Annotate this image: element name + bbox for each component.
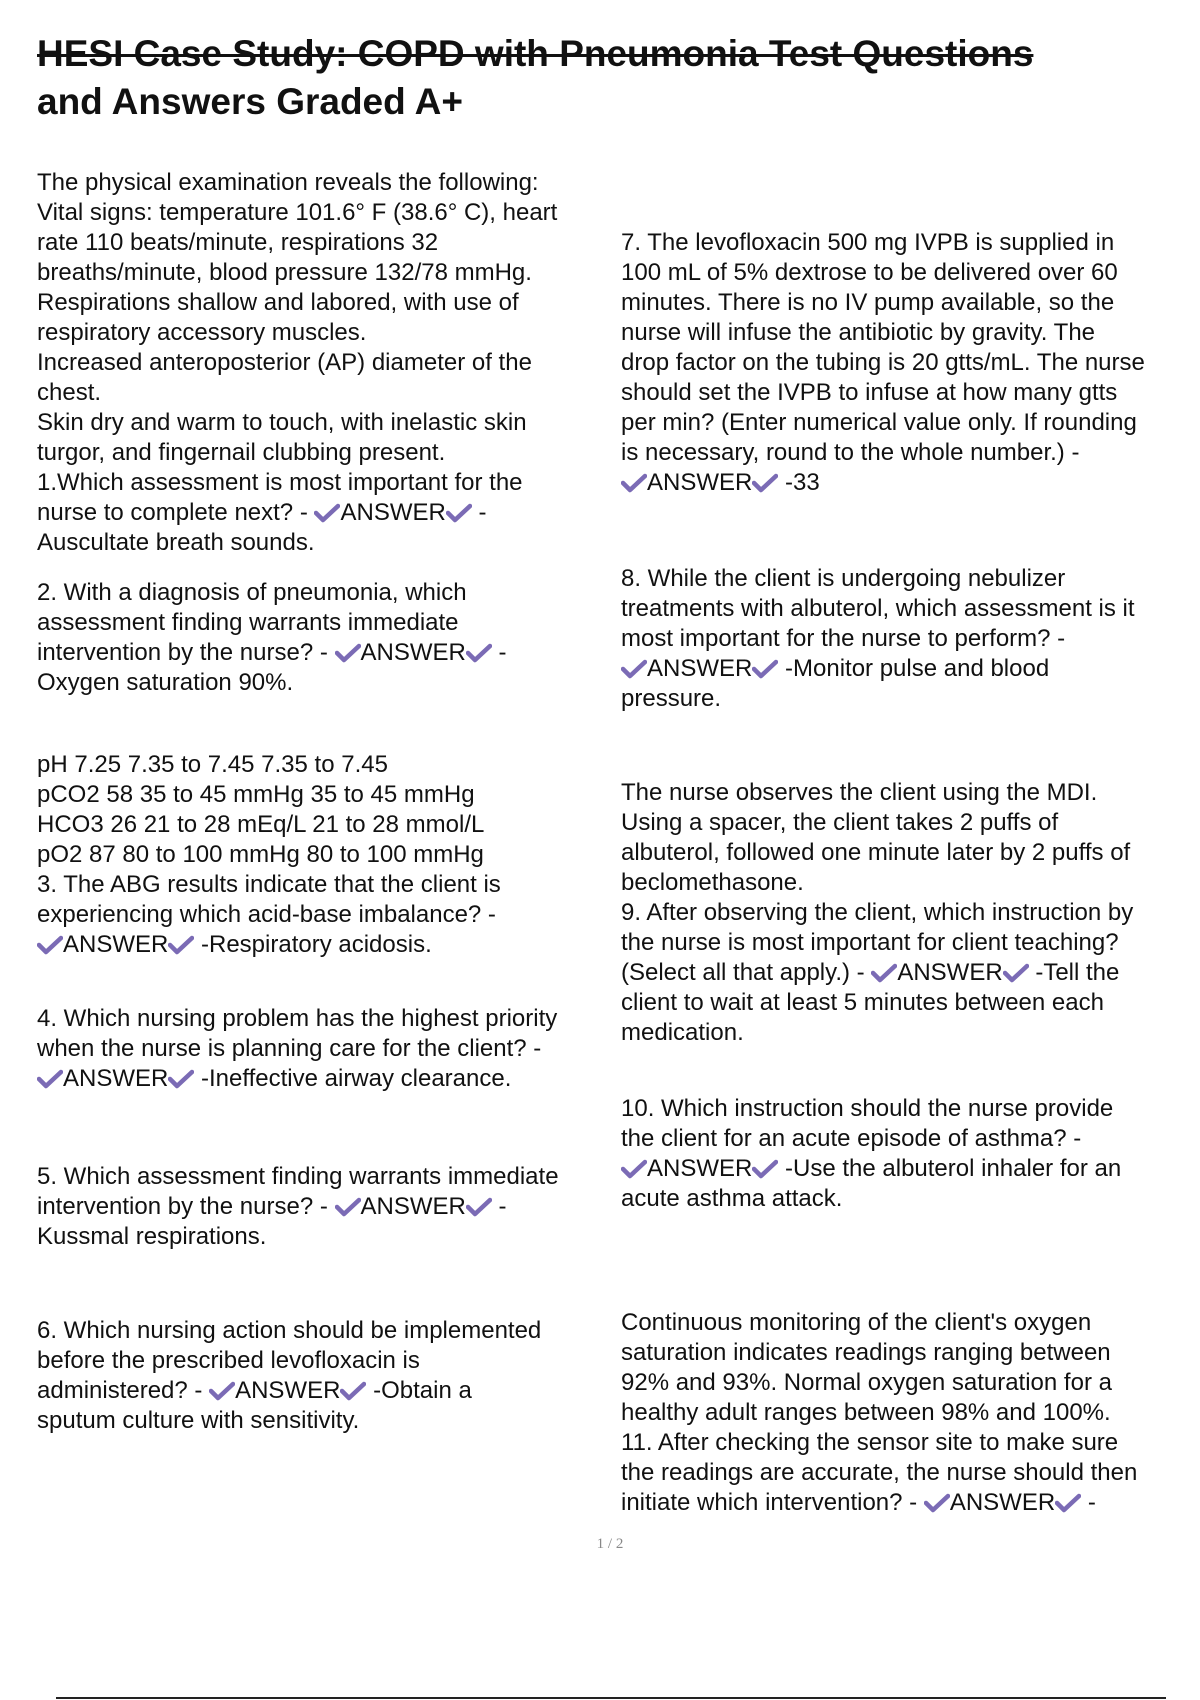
question-4: 4. Which nursing problem has the highest priority when the nurse is planning care for the client? - ANSWER -Ineffective airway clearance. <box>37 1004 617 1094</box>
question-6-answer-line: administered? - ANSWER -Obtain a <box>37 1377 472 1404</box>
check-icon <box>209 1381 235 1401</box>
check-icon <box>335 643 361 663</box>
question-7-answer-line: ANSWER -33 <box>621 468 1196 498</box>
abg-pco2: pCO2 58 35 to 45 mmHg 35 to 45 mmHg <box>37 781 475 808</box>
intro-line: rate 110 beats/minute, respirations 32 <box>37 229 439 256</box>
question-6: 6. Which nursing action should be implemented before the prescribed levofloxacin is administered? - ANSWER -Obtain a sputum culture with sensitivity. <box>37 1316 617 1436</box>
intro-line: breaths/minute, blood pressure 132/78 mmHg. <box>37 259 532 286</box>
check-icon <box>466 643 492 663</box>
question-1-answer: Auscultate breath sounds. <box>37 529 315 556</box>
page-number: 1 / 2 <box>596 1536 624 1552</box>
question-1-text: 1.Which assessment is most important for the <box>37 469 523 496</box>
question-9-answer: client to wait at least 5 minutes between each <box>621 989 1104 1016</box>
check-icon <box>335 1197 361 1217</box>
question-1-answer-line: nurse to complete next? - ANSWER - <box>37 499 487 526</box>
question-8-answer-line: ANSWER -Monitor pulse and blood <box>621 654 1196 684</box>
title-line-1: HESI Case Study: COPD with Pneumonia Test Questions <box>37 33 1034 74</box>
check-icon <box>168 935 194 955</box>
check-icon <box>871 963 897 983</box>
abg-po2: pO2 87 80 to 100 mmHg 80 to 100 mmHg <box>37 841 484 868</box>
answer-label: ANSWER <box>949 1489 1056 1516</box>
document-title <box>37 30 1157 126</box>
check-icon <box>340 1381 366 1401</box>
answer-label: ANSWER <box>360 1193 466 1220</box>
question-5: 5. Which assessment finding warrants immediate intervention by the nurse? - ANSWER - Kussmal respirations. <box>37 1162 617 1252</box>
intro-line: Skin dry and warm to touch, with inelastic skin <box>37 409 527 436</box>
question-8: 8. While the client is undergoing nebulizer treatments with albuterol, which assessment is it most important for the nurse to perform? - ANSWER -Monitor pulse and blood pressure. <box>621 564 1196 714</box>
intro-line: turgor, and fingernail clubbing present. <box>37 439 446 466</box>
intro-line: The physical examination reveals the following: <box>37 169 539 196</box>
check-icon <box>446 503 472 523</box>
abg-ph: pH 7.25 7.35 to 7.45 7.35 to 7.45 <box>37 751 388 778</box>
question-9: The nurse observes the client using the MDI. Using a spacer, the client takes 2 puffs of albuterol, followed one minute later by 2 puffs of beclomethasone. 9. After observing the client, which instruction by the nurse is most important for client teaching? (Select all that apply.) - ANSWER -Tell the client to wait at least 5 minutes between each medication. <box>621 778 1196 1048</box>
answer-label: ANSWER <box>63 931 169 958</box>
question-9-answer-line: (Select all that apply.) - ANSWER -Tell the <box>621 959 1120 986</box>
answer-label: ANSWER <box>647 1155 753 1182</box>
physical-exam-intro <box>37 168 617 558</box>
question-7: 7. The levofloxacin 500 mg IVPB is supplied in 100 mL of 5% dextrose to be delivered over 60 minutes. There is no IV pump available, so the nurse will infuse the antibiotic by gravity. The drop factor on the tubing is 20 gtts/mL. The nurse should set the IVPB to infuse at how many gtts per min? (Enter numerical value only. If rounding is necessary, round to the whole number.) - ANSWER -33 <box>621 228 1196 498</box>
check-icon <box>168 1069 194 1089</box>
intro-line: Increased anteroposterior (AP) diameter of the <box>37 349 532 376</box>
title-line-2: and Answers Graded A+ <box>37 81 463 122</box>
question-11-answer-line: initiate which intervention? - ANSWER - <box>621 1489 1096 1516</box>
question-11: Continuous monitoring of the client's oxygen saturation indicates readings ranging between 92% and 93%. Normal oxygen saturation for a healthy adult ranges between 98% and 100%. 11. After checking the sensor site to make sure the readings are accurate, the nurse should then initiate which intervention? - ANSWER - <box>621 1308 1196 1518</box>
answer-label: ANSWER <box>647 655 753 682</box>
answer-label: ANSWER <box>63 1065 169 1092</box>
question-4-answer-line: ANSWER -Ineffective airway clearance. <box>37 1064 617 1094</box>
answer-label: ANSWER <box>340 499 446 526</box>
question-2-answer-line: intervention by the nurse? - ANSWER - <box>37 639 507 666</box>
question-10-answer: acute asthma attack. <box>621 1185 843 1212</box>
check-icon <box>1055 1493 1081 1513</box>
check-icon <box>621 1159 647 1179</box>
answer-label: ANSWER <box>235 1377 341 1404</box>
question-6-answer: sputum culture with sensitivity. <box>37 1407 360 1434</box>
question-5-answer: Kussmal respirations. <box>37 1223 267 1250</box>
question-2: 2. With a diagnosis of pneumonia, which assessment finding warrants immediate intervention by the nurse? - ANSWER - Oxygen saturation 90%. <box>37 578 617 698</box>
check-icon <box>37 1069 63 1089</box>
check-icon <box>37 935 63 955</box>
check-icon <box>752 1159 778 1179</box>
question-8-answer: pressure. <box>621 685 722 712</box>
intro-line: chest. <box>37 379 102 406</box>
check-icon <box>1003 963 1029 983</box>
answer-label: ANSWER <box>360 639 466 666</box>
check-icon <box>621 473 647 493</box>
check-icon <box>924 1493 950 1513</box>
answer-label: ANSWER <box>897 959 1003 986</box>
answer-label: ANSWER <box>647 469 753 496</box>
abg-hco3: HCO3 26 21 to 28 mEq/L 21 to 28 mmol/L <box>37 811 485 838</box>
question-3-answer-line: ANSWER -Respiratory acidosis. <box>37 930 617 960</box>
intro-line: Respirations shallow and labored, with use of <box>37 289 519 316</box>
question-5-answer-line: intervention by the nurse? - ANSWER - <box>37 1193 507 1220</box>
check-icon <box>752 473 778 493</box>
question-9-answer: medication. <box>621 1019 744 1046</box>
intro-line: Vital signs: temperature 101.6° F (38.6° C), heart <box>37 199 558 226</box>
check-icon <box>621 659 647 679</box>
question-10: 10. Which instruction should the nurse provide the client for an acute episode of asthma? - ANSWER -Use the albuterol inhaler for an acute asthma attack. <box>621 1094 1196 1214</box>
question-3: pH 7.25 7.35 to 7.45 7.35 to 7.45 pCO2 58 35 to 45 mmHg 35 to 45 mmHg HCO3 26 21 to 28 mEq/L 21 to 28 mmol/L pO2 87 80 to 100 mmHg 80 to 100 mmHg 3. The ABG results indicate that the client is experiencing which acid-base imbalance? - ANSWER -Respiratory acidosis. <box>37 750 617 960</box>
footer-divider <box>56 1697 1166 1699</box>
question-2-answer: Oxygen saturation 90%. <box>37 669 294 696</box>
check-icon <box>752 659 778 679</box>
check-icon <box>466 1197 492 1217</box>
check-icon <box>314 503 340 523</box>
intro-line: respiratory accessory muscles. <box>37 319 367 346</box>
question-10-answer-line: ANSWER -Use the albuterol inhaler for an <box>621 1154 1196 1184</box>
